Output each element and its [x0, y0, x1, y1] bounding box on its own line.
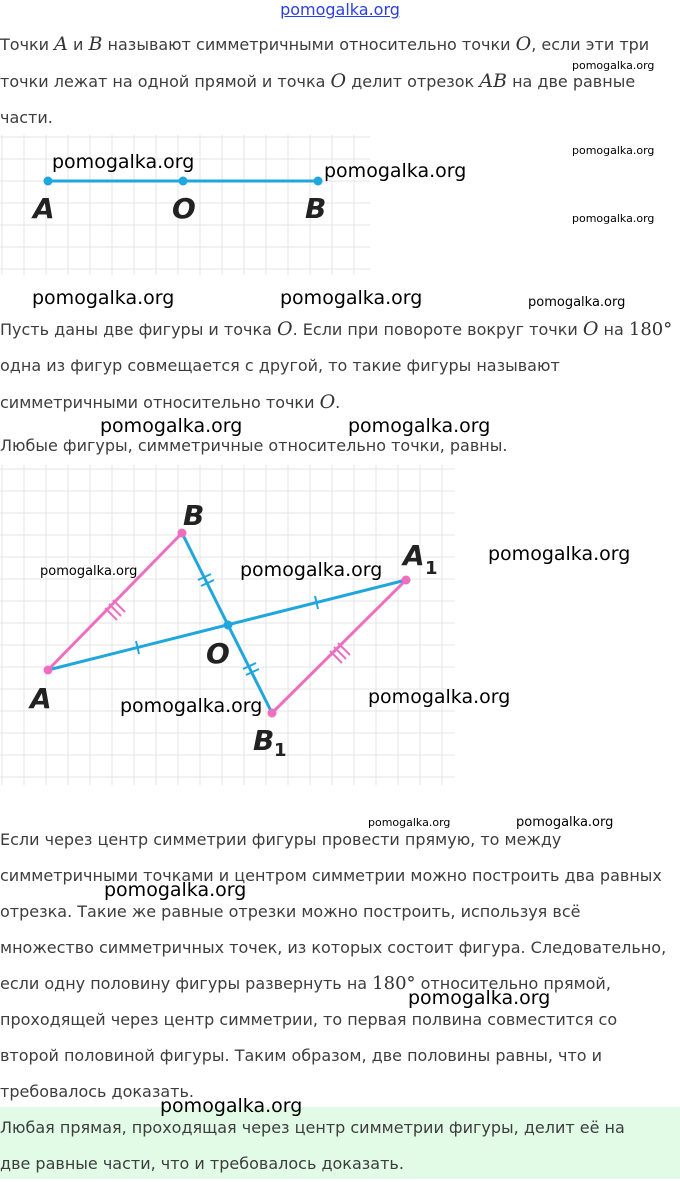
- definition-point-symmetry: Точки A и B называют симметричными относительно точки O, если эти три точки лежат на одной прямой и точка O делит отрезок AB на две равные части.: [0, 33, 650, 127]
- conclusion-text: Любая прямая, проходящая через центр симметрии фигуры, делит её на две равные части, что и требовалось доказать.: [0, 1118, 625, 1173]
- watermark: pomogalka.org: [32, 287, 175, 309]
- point-o: [224, 621, 233, 630]
- watermark: pomogalka.org: [104, 879, 247, 901]
- watermark: pomogalka.org: [324, 160, 467, 182]
- watermark: pomogalka.org: [368, 816, 451, 829]
- proof-paragraph: Если через центр симметрии фигуры провести прямую, то между симметричными точками и центром симметрии можно построить два равных отрезка. Такие же равные отрезки можно построить, используя всё множество симметричных точек, из которых состоит фигура. Следовательно, если одну половину фигуры развернуть на 180° относительно прямой, проходящей через центр симметрии, то первая полвина совместится со второй половиной фигуры. Таким образом, две половины равны, что и требовалось доказать.: [0, 830, 667, 1101]
- watermark: pomogalka.org: [40, 564, 138, 579]
- site-header-link[interactable]: pomogalka.org: [280, 0, 400, 19]
- definition-symmetric-figures: Пусть даны две фигуры и точка O. Если при повороте вокруг точки O на 180° одна из фигур совмещается с другой, то такие фигуры называют симметричными относительно точки O.: [0, 318, 673, 413]
- watermark: pomogalka.org: [572, 59, 655, 72]
- figure-symmetric-segments: [0, 465, 460, 785]
- watermark: pomogalka.org: [572, 144, 655, 157]
- watermark: pomogalka.org: [160, 1095, 303, 1117]
- label-a1: A: [403, 539, 425, 572]
- point-b1: [268, 709, 277, 718]
- point-a: [44, 177, 53, 186]
- triple-tick-ab: [105, 600, 125, 620]
- label-o: O: [172, 192, 196, 225]
- watermark: pomogalka.org: [280, 287, 423, 309]
- watermark: pomogalka.org: [120, 695, 263, 717]
- label-a: A: [30, 682, 52, 715]
- label-b: B: [305, 192, 327, 225]
- watermark: pomogalka.org: [348, 415, 491, 437]
- watermark: pomogalka.org: [100, 415, 243, 437]
- theorem-statement: Любые фигуры, симметричные относительно точки, равны.: [0, 436, 508, 455]
- point-a: [44, 666, 53, 675]
- point-a1: [402, 576, 411, 585]
- watermark: pomogalka.org: [528, 295, 626, 310]
- label-b: B: [183, 499, 205, 532]
- label-a: A: [33, 192, 55, 225]
- watermark: pomogalka.org: [516, 815, 614, 830]
- label-o: O: [206, 637, 230, 670]
- point-o: [179, 177, 188, 186]
- point-b: [314, 177, 323, 186]
- watermark: pomogalka.org: [572, 212, 655, 225]
- watermark: pomogalka.org: [52, 151, 195, 173]
- label-b1-subscript: 1: [274, 740, 287, 761]
- watermark: pomogalka.org: [368, 686, 511, 708]
- watermark: pomogalka.org: [488, 543, 631, 565]
- label-b1: B: [253, 724, 275, 757]
- watermark: pomogalka.org: [240, 559, 383, 581]
- triple-tick-a1b1: [330, 643, 350, 663]
- watermark: pomogalka.org: [408, 987, 551, 1009]
- label-a1-subscript: 1: [425, 558, 438, 579]
